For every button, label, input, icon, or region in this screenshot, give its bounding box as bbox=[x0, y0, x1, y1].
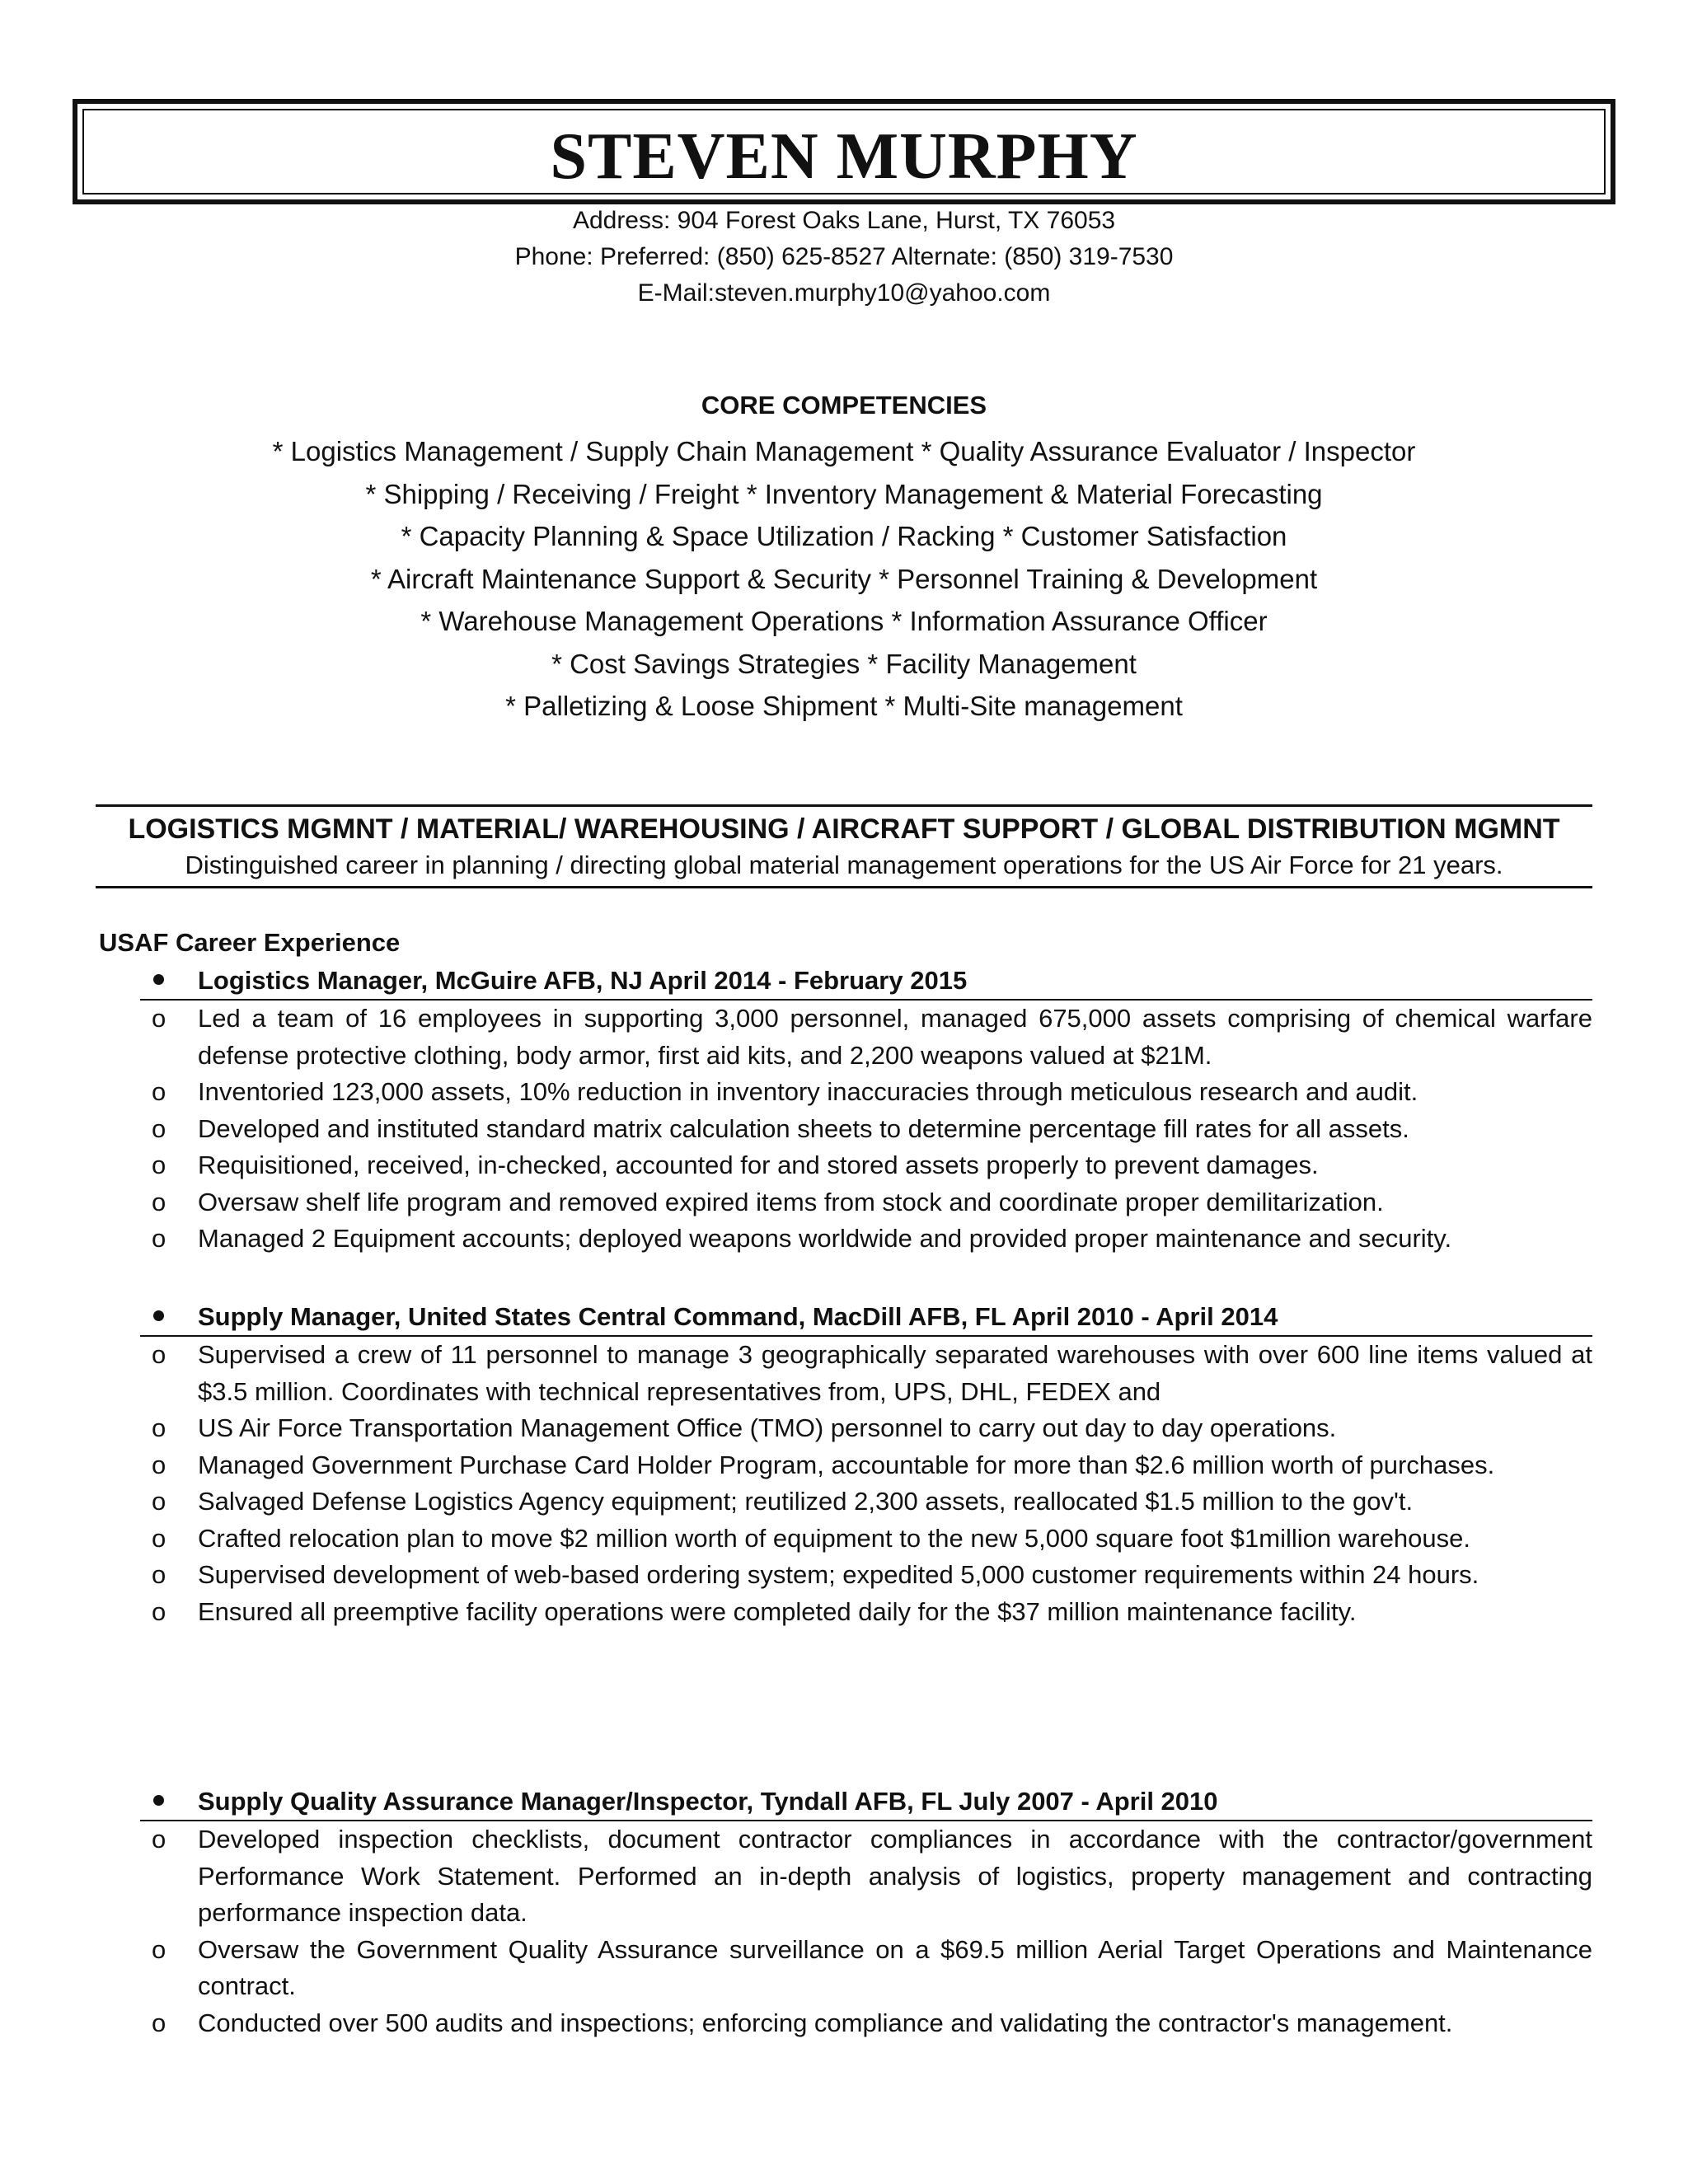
address-line: Address: 904 Forest Oaks Lane, Hurst, TX 76053 bbox=[572, 207, 1116, 234]
circle-bullet-icon: o bbox=[152, 1596, 166, 1626]
email-line: E-Mail:steven.murphy10@yahoo.com bbox=[637, 279, 1051, 307]
circle-bullet-icon: o bbox=[152, 1151, 166, 1179]
duty-text: Requisitioned, received, in-checked, accounted for and stored assets properly to prevent damages. bbox=[198, 1151, 1319, 1179]
job-title: Supply Manager, United States Central Command, MacDill AFB, FL April 2010 - April 2014 bbox=[198, 1302, 1278, 1331]
competency-line: * Logistics Management / Supply Chain Management * Quality Assurance Evaluator / Inspector bbox=[272, 436, 1416, 466]
duty-item bbox=[0, 1147, 1688, 1184]
circle-bullet-icon: o bbox=[152, 1523, 166, 1553]
duty-item bbox=[0, 1447, 1688, 1484]
candidate-name: STEVEN MURPHY bbox=[550, 120, 1138, 193]
duty-text: Crafted relocation plan to move $2 million worth of equipment to the new 5,000 square foot $1million warehouse. bbox=[198, 1523, 1471, 1553]
competency-line: * Shipping / Receiving / Freight * Inventory Management & Material Forecasting bbox=[365, 478, 1323, 509]
duty-text: Supervised development of web-based ordering system; expedited 5,000 customer requirements within 24 hours. bbox=[198, 1560, 1479, 1589]
competency-line: * Warehouse Management Operations * Information Assurance Officer bbox=[420, 606, 1268, 636]
duty-item bbox=[0, 1184, 1688, 1221]
duty-item bbox=[0, 1410, 1688, 1447]
job-title: Supply Quality Assurance Manager/Inspector, Tyndall AFB, FL July 2007 - April 2010 bbox=[198, 1787, 1218, 1816]
duty-text: Led a team of 16 employees in supporting 3,000 personnel, managed 675,000 assets comprising of chemical warfare defense protective clothing, body armor, first aid kits, and 2,200 weapons valued at $21M. bbox=[198, 1004, 1592, 1070]
banner-top-rule bbox=[96, 804, 1592, 807]
banner-subtitle: Distinguished career in planning / directing global material management operations for the US Air Force for 21 years. bbox=[185, 851, 1503, 879]
bullet-icon bbox=[153, 1795, 164, 1806]
core-competencies-list bbox=[0, 432, 1688, 729]
duty-text: Developed inspection checklists, document contractor compliances in accordance with the contractor/government Performance Work Statement. Performed an in-depth analysis of logistics, property management and contracting performance inspection data. bbox=[198, 1825, 1592, 1927]
name-box-inner-border bbox=[82, 109, 1606, 194]
bullet-icon bbox=[153, 974, 164, 985]
job-entry bbox=[0, 1299, 1688, 1630]
job-header bbox=[0, 1783, 1688, 1821]
duty-text: Supervised a crew of 11 personnel to manage 3 geographically separated warehouses with over 600 line items valued at $3.5 million. Coordinates with technical representatives from, UPS, DHL, FEDEX and bbox=[198, 1340, 1592, 1406]
job-duties-list bbox=[0, 1337, 1688, 1630]
circle-bullet-icon: o bbox=[152, 1487, 166, 1516]
duty-item bbox=[0, 1521, 1688, 1558]
circle-bullet-icon: o bbox=[152, 1450, 166, 1479]
bullet-icon bbox=[153, 1310, 164, 1321]
circle-bullet-icon: o bbox=[152, 1934, 166, 1964]
duty-item bbox=[0, 1821, 1688, 1932]
duty-item bbox=[0, 1594, 1688, 1631]
duty-item bbox=[0, 1001, 1688, 1074]
job-header bbox=[0, 1299, 1688, 1337]
job-title: Logistics Manager, McGuire AFB, NJ April 2014 - February 2015 bbox=[198, 966, 968, 995]
duty-text: Oversaw shelf life program and removed expired items from stock and coordinate proper demilitarization. bbox=[198, 1187, 1384, 1216]
circle-bullet-icon: o bbox=[152, 1560, 166, 1589]
competency-line: * Cost Savings Strategies * Facility Management bbox=[551, 648, 1137, 679]
duty-text: US Air Force Transportation Management Office (TMO) personnel to carry out day to day operations. bbox=[198, 1413, 1337, 1442]
banner-title: LOGISTICS MGMNT / MATERIAL/ WAREHOUSING / AIRCRAFT SUPPORT / GLOBAL DISTRIBUTION MGMNT bbox=[128, 813, 1560, 845]
duty-text: Inventoried 123,000 assets, 10% reduction in inventory inaccuracies through meticulous research and audit. bbox=[198, 1077, 1418, 1106]
duty-item bbox=[0, 1221, 1688, 1258]
duty-text: Oversaw the Government Quality Assurance surveillance on a $69.5 million Aerial Target Operations and Maintenance contract. bbox=[198, 1934, 1592, 2000]
job-duties-list bbox=[0, 1001, 1688, 1258]
career-experience-label: USAF Career Experience bbox=[99, 928, 401, 957]
circle-bullet-icon: o bbox=[152, 1004, 166, 1033]
name-box bbox=[73, 99, 1615, 204]
duty-text: Conducted over 500 audits and inspections; enforcing compliance and validating the contractor's management. bbox=[198, 2008, 1453, 2037]
duty-item bbox=[0, 1932, 1688, 2005]
duty-text: Managed Government Purchase Card Holder Program, accountable for more than $2.6 million worth of purchases. bbox=[198, 1450, 1495, 1479]
circle-bullet-icon: o bbox=[152, 1187, 166, 1216]
duty-text: Developed and instituted standard matrix calculation sheets to determine percentage fill rates for all assets. bbox=[198, 1113, 1409, 1143]
duty-item bbox=[0, 1074, 1688, 1111]
circle-bullet-icon: o bbox=[152, 1224, 166, 1253]
duty-item bbox=[0, 2005, 1688, 2042]
core-competencies-title: CORE COMPETENCIES bbox=[701, 391, 987, 419]
duty-text: Managed 2 Equipment accounts; deployed weapons worldwide and provided proper maintenance and security. bbox=[198, 1224, 1452, 1253]
job-entry bbox=[0, 963, 1688, 1258]
banner-bottom-rule bbox=[96, 886, 1592, 888]
duty-item bbox=[0, 1111, 1688, 1148]
competency-line: * Capacity Planning & Space Utilization / Racking * Customer Satisfaction bbox=[401, 521, 1287, 551]
circle-bullet-icon: o bbox=[152, 1340, 166, 1369]
job-header bbox=[0, 963, 1688, 1001]
job-entry bbox=[0, 1783, 1688, 2041]
circle-bullet-icon: o bbox=[152, 2008, 166, 2037]
duty-text: Ensured all preemptive facility operations were completed daily for the $37 million maintenance facility. bbox=[198, 1596, 1357, 1626]
competency-line: * Aircraft Maintenance Support & Security * Personnel Training & Development bbox=[370, 563, 1318, 594]
job-duties-list bbox=[0, 1821, 1688, 2041]
duty-text: Salvaged Defense Logistics Agency equipment; reutilized 2,300 assets, reallocated $1.5 million to the gov't. bbox=[198, 1487, 1414, 1516]
phone-line: Phone: Preferred: (850) 625-8527 Alternate: (850) 319-7530 bbox=[514, 243, 1174, 270]
duty-item bbox=[0, 1557, 1688, 1594]
circle-bullet-icon: o bbox=[152, 1413, 166, 1442]
circle-bullet-icon: o bbox=[152, 1113, 166, 1143]
competency-line: * Palletizing & Loose Shipment * Multi-Site management bbox=[505, 691, 1183, 721]
duty-item bbox=[0, 1337, 1688, 1410]
duty-item bbox=[0, 1483, 1688, 1521]
circle-bullet-icon: o bbox=[152, 1825, 166, 1854]
circle-bullet-icon: o bbox=[152, 1077, 166, 1106]
